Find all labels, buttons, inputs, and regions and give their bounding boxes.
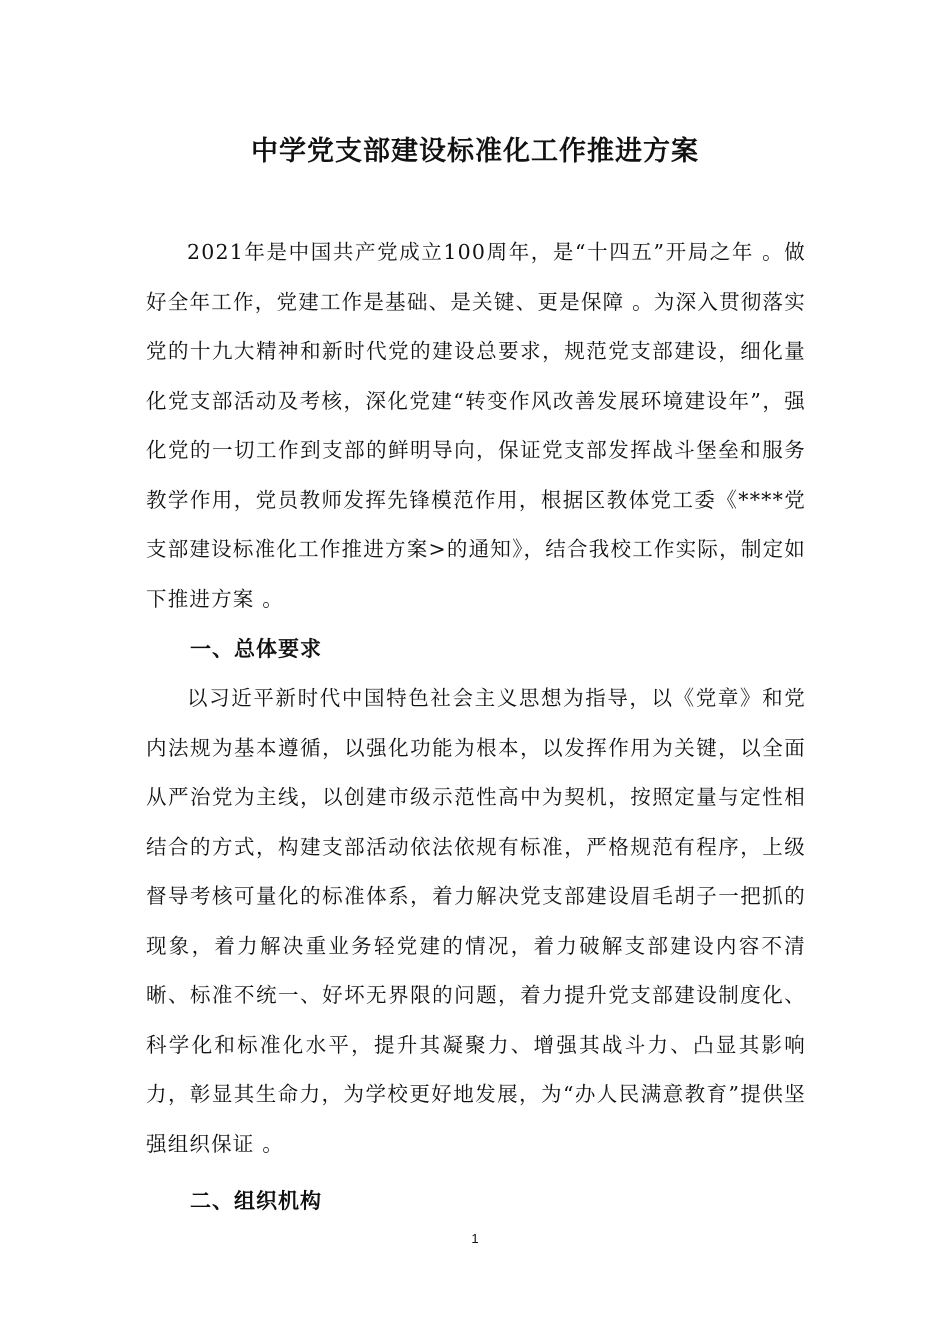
page-number: 1	[471, 1231, 479, 1246]
document-title: 中学党支部建设标准化工作推进方案	[251, 136, 699, 167]
section-heading-organization: 二、组织机构	[190, 1189, 322, 1213]
document-body	[146, 228, 806, 1226]
general-requirements-paragraph: 以习近平新时代中国特色社会主义思想为指导，以《党章》和党内法规为基本遵循，以强化功能为根本，以发挥作用为关键，以全面从严治党为主线，以创建市级示范性高中为契机，按照定量与定性相结合的方式，构建支部活动依法依规有标准，严格规范有程序，上级督导考核可量化的标准体系，着力解决党支部建设眉毛胡子一把抓的现象，着力解决重业务轻党建的情况，着力破解支部建设内容不清晰、标准不统一、好坏无界限的问题，着力提升党支部建设制度化、科学化和标准化水平，提升其凝聚力、增强其战斗力、凸显其影响力，彰显其生命力，为学校更好地发展，为“办人民满意教育”提供坚强组织保证 。	[146, 686, 806, 1156]
intro-paragraph: 2021年是中国共产党成立100周年，是“十四五”开局之年 。做好全年工作，党建工作是基础、是关键、更是保障 。为深入贯彻落实党的十九大精神和新时代党的建设总要求，规范党支部建设，细化量化党支部活动及考核，深化党建“转变作风改善发展环境建设年”，强化党的一切工作到支部的鲜明导向，保证党支部发挥战斗堡垒和服务教学作用，党员教师发挥先锋模范作用，根据区教体党工委《****党支部建设标准化工作推进方案>的通知》，结合我校工作实际，制定如下推进方案 。	[146, 240, 806, 611]
section-heading-general-requirements: 一、总体要求	[190, 637, 322, 661]
